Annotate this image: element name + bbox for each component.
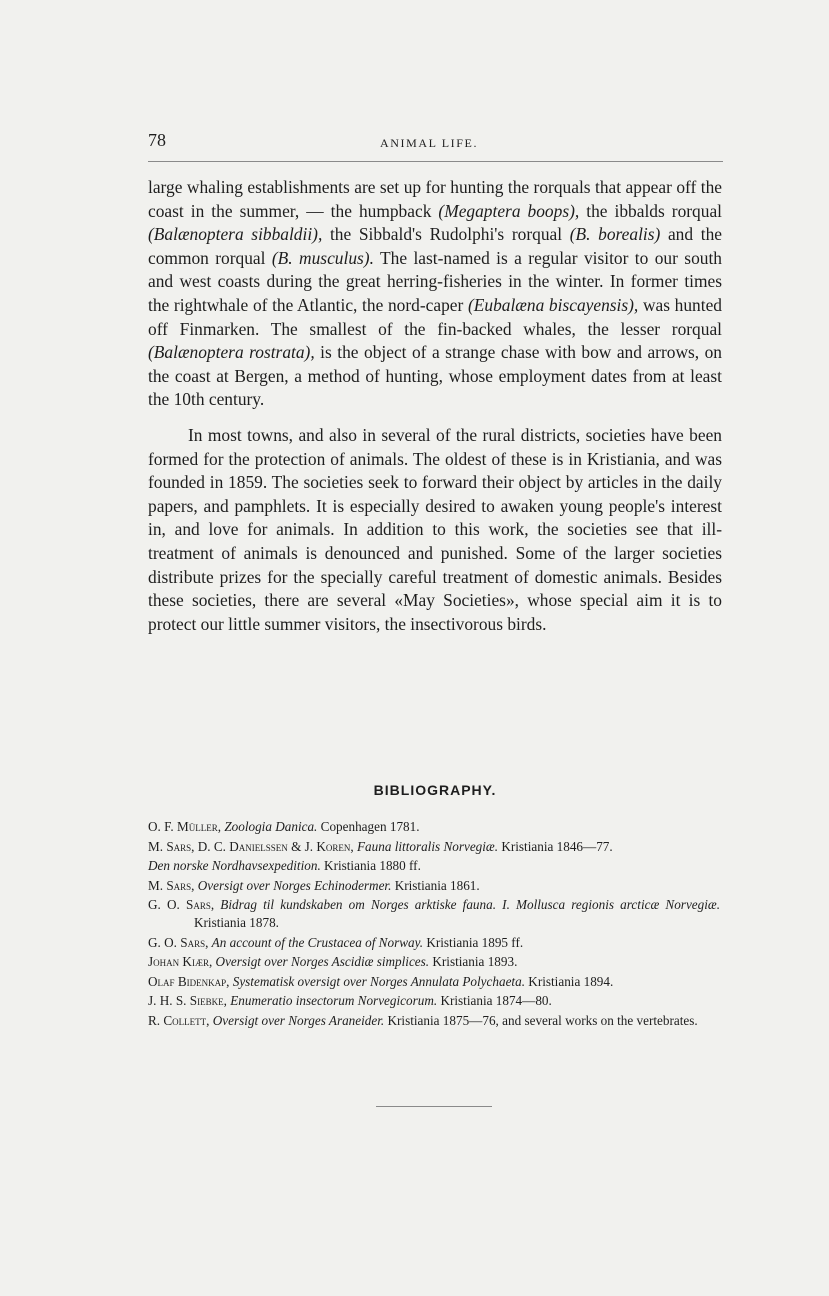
bib-details: Kristiania 1875—76, and several works on the vertebrates. [384,1012,698,1028]
bib-author: M. Sars, D. C. Danielssen & J. Koren, [148,838,354,854]
bib-author: O. F. Müller, [148,819,222,834]
bib-author: J. H. S. Siebke, [148,993,227,1009]
page-header [148,128,723,162]
bib-author: Johan Kiær, [148,954,213,970]
bibliography-entry [148,953,720,971]
bib-author: R. Collett, [148,1012,210,1028]
p1-text-1: large whaling establishments are set up for hunting the rorquals that appear off the coast in the summer, — the humpback [148,177,722,221]
bibliography-entry [148,857,720,875]
bibliography-entry [148,877,720,895]
bib-details: Kristiania 1874—80. [437,993,552,1009]
bib-details: Kristiania 1893. [429,954,518,970]
bibliography-entry [148,973,720,991]
bibliography-entry [148,992,720,1010]
bibliography-title: BIBLIOGRAPHY. [373,782,497,798]
bibliography-list [148,818,720,1032]
p1-text-3: the Sibbald's Rudolphi's rorqual [322,224,570,245]
bib-title: Fauna littoralis Norvegiæ. [356,838,499,854]
paragraph-1 [148,176,722,412]
bib-details: Kristiania 1861. [391,877,480,893]
bibliography-entry [148,818,720,836]
bib-title: Oversigt over Norges Echinodermer. [197,877,392,893]
bibliography-entry [148,934,720,952]
p1-text-4: and the common rorqual [148,224,722,268]
p1-species-humpback: (Megaptera boops), [438,200,580,221]
bib-details: Kristiania 1880 ff. [320,858,421,874]
bib-author: Olaf Bidenkap, [148,973,230,989]
bib-author: M. Sars, [148,877,195,893]
paragraph-2: In most towns, and also in several of the rural districts, societies have been formed for the protection of animals. The oldest of these is in Kristiania, and was founded in 1859. The societies seek to forward their object by articles in the daily papers, and pamphlets. It is especially desired to awaken young people's interest in, and love for animals. In addition to this work, the societies see that ill-treatment of animals is denounced and punished. Some of the larger societies distribute prizes for the specially careful treatment of domestic animals. Besides these societies, there are several «May Societies», whose special aim it is to protect our little summer visitors, the insectivorous birds. [148,424,722,634]
page-number: 78 [148,130,166,150]
p1-text-7: is the object of a strange chase with bow and arrows, on the coast at Bergen, a method of hunting, whose employment dates from at least the 10th century. [148,342,722,410]
p1-species-musculus: (B. musculus). [271,247,374,268]
p1-species-biscayensis: (Eubalæna biscayensis), [467,294,639,315]
p1-species-sibbaldii: (Balænoptera sibbaldii), [148,224,323,245]
bib-author: G. O. Sars, [148,897,215,913]
p1-text-5: The last-named is a regular visitor to our south and west coasts during the great herring-fisheries in the winter. In former times the rightwhale of the Atlantic, the nord-caper [148,247,722,315]
bib-title: Oversigt over Norges Ascidiæ simplices. [215,954,430,970]
running-head: ANIMAL LIFE. [380,136,479,150]
p1-text-2: the ibbalds rorqual [579,200,722,221]
p1-text-6: was hunted off Finmarken. The smallest of the fin-backed whales, the lesser rorqual [148,294,722,339]
bib-details: Kristiania 1895 ff. [423,934,524,950]
bib-details: Kristiania 1878. [194,914,279,930]
bibliography-entry [148,838,720,856]
bib-title: An account of the Crustacea of Norway. [211,934,424,950]
p1-species-borealis: (B. borealis) [569,224,661,245]
bibliography-entry [148,1012,720,1030]
bib-details: Kristiania 1894. [525,973,614,989]
body-text [148,176,722,636]
header-rule [148,161,723,162]
bibliography-entry [148,896,720,931]
bib-title: Zoologia Danica. [224,819,318,834]
bib-title: Bidrag til kundskaben om Norges arktiske fauna. I. Mollusca regionis arcticæ Norvegiæ. [220,897,721,913]
bib-title: Systematisk oversigt over Norges Annulata Polychaeta. [232,973,525,989]
bib-author: G. O. Sars, [148,934,209,950]
bib-title: Enumeratio insectorum Norvegicorum. [230,993,438,1009]
bib-title: Den norske Nordhavsexpedition. [148,858,321,874]
bib-title: Oversigt over Norges Araneider. [212,1012,385,1028]
end-rule [376,1106,492,1107]
bib-details: Copenhagen 1781. [317,819,420,834]
bib-details: Kristiania 1846—77. [498,838,613,854]
p1-species-rostrata: (Balænoptera rostrata), [148,342,315,363]
